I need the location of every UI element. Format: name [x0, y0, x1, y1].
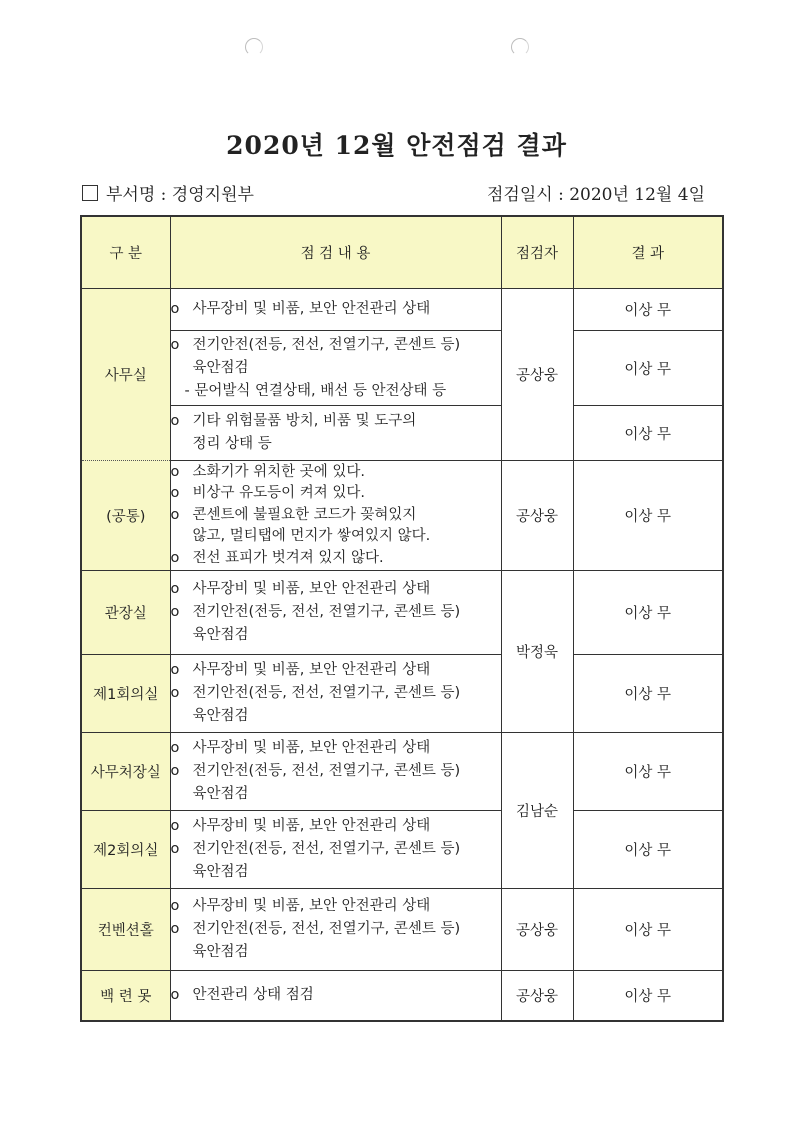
table-row	[81, 331, 723, 406]
inspector-cell: 공상웅	[501, 461, 573, 571]
table-row	[81, 733, 723, 811]
table-row	[81, 971, 723, 1021]
check-item: o 사무장비 및 비품, 보안 안전관리 상태	[170, 289, 501, 331]
header-result: 결 과	[573, 216, 723, 289]
area-director: 관장실	[81, 571, 170, 655]
result-cell: 이상 무	[573, 331, 723, 406]
department-line	[82, 180, 254, 205]
table-row	[81, 571, 723, 655]
header-category: 구 분	[81, 216, 170, 289]
check-item: o 사무장비 및 비품, 보안 안전관리 상태 o 전기안전(전등, 전선, 전열기구, 콘센트 등) 육안점검	[170, 571, 501, 655]
check-item: o 사무장비 및 비품, 보안 안전관리 상태 o 전기안전(전등, 전선, 전열기구, 콘센트 등) 육안점검	[170, 889, 501, 971]
table-row	[81, 811, 723, 889]
area-secretary-office: 사무처장실	[81, 733, 170, 811]
inspector-cell: 공상웅	[501, 289, 573, 461]
document-title: 2020년 12월 안전점검 결과	[226, 131, 567, 160]
checkbox-icon	[82, 185, 98, 201]
result-cell: 이상 무	[573, 406, 723, 461]
check-item: o 전기안전(전등, 전선, 전열기구, 콘센트 등) 육안점검 - 문어발식 연결상태, 배선 등 안전상태 등	[170, 331, 501, 406]
result-cell: 이상 무	[573, 289, 723, 331]
check-item: o 안전관리 상태 점검	[170, 971, 501, 1021]
punch-hole-left	[245, 38, 263, 56]
header-content: 점 검 내 용	[170, 216, 501, 289]
area-convention-hall: 컨벤션홀	[81, 889, 170, 971]
check-item: o 소화기가 위치한 곳에 있다. o 비상구 유도등이 켜져 있다. o 콘센트에 불필요한 코드가 꽂혀있지 않고, 멀티탭에 먼지가 쌓여있지 않다. o 전선 표피가 벗겨져 있지 않다.	[170, 461, 501, 571]
inspector-cell: 박정욱	[501, 571, 573, 733]
table-row	[81, 461, 723, 571]
check-item: o 사무장비 및 비품, 보안 안전관리 상태 o 전기안전(전등, 전선, 전열기구, 콘센트 등) 육안점검	[170, 733, 501, 811]
area-common: (공통)	[81, 461, 170, 571]
result-cell: 이상 무	[573, 811, 723, 889]
area-office: 사무실	[81, 289, 170, 461]
inspection-table	[80, 215, 724, 1022]
header-inspector: 점검자	[501, 216, 573, 289]
table-header-row	[81, 216, 723, 289]
area-lotus-pond: 백 련 못	[81, 971, 170, 1021]
area-meeting-room-2: 제2회의실	[81, 811, 170, 889]
punch-hole-right	[511, 38, 529, 56]
inspection-date: 점검일시 : 2020년 12월 4일	[486, 185, 705, 205]
department-label: 부서명 : 경영지원부	[106, 185, 254, 205]
check-item: o 기타 위험물품 방치, 비품 및 도구의 정리 상태 등	[170, 406, 501, 461]
table-row	[81, 655, 723, 733]
inspector-cell: 김남순	[501, 733, 573, 889]
check-item: o 사무장비 및 비품, 보안 안전관리 상태 o 전기안전(전등, 전선, 전열기구, 콘센트 등) 육안점검	[170, 655, 501, 733]
table-row	[81, 889, 723, 971]
table-row	[81, 289, 723, 331]
inspector-cell: 공상웅	[501, 971, 573, 1021]
area-meeting-room-1: 제1회의실	[81, 655, 170, 733]
table-row	[81, 406, 723, 461]
check-item: o 사무장비 및 비품, 보안 안전관리 상태 o 전기안전(전등, 전선, 전열기구, 콘센트 등) 육안점검	[170, 811, 501, 889]
result-cell: 이상 무	[573, 655, 723, 733]
result-cell: 이상 무	[573, 971, 723, 1021]
inspector-cell: 공상웅	[501, 889, 573, 971]
result-cell: 이상 무	[573, 733, 723, 811]
result-cell: 이상 무	[573, 571, 723, 655]
result-cell: 이상 무	[573, 461, 723, 571]
result-cell: 이상 무	[573, 889, 723, 971]
